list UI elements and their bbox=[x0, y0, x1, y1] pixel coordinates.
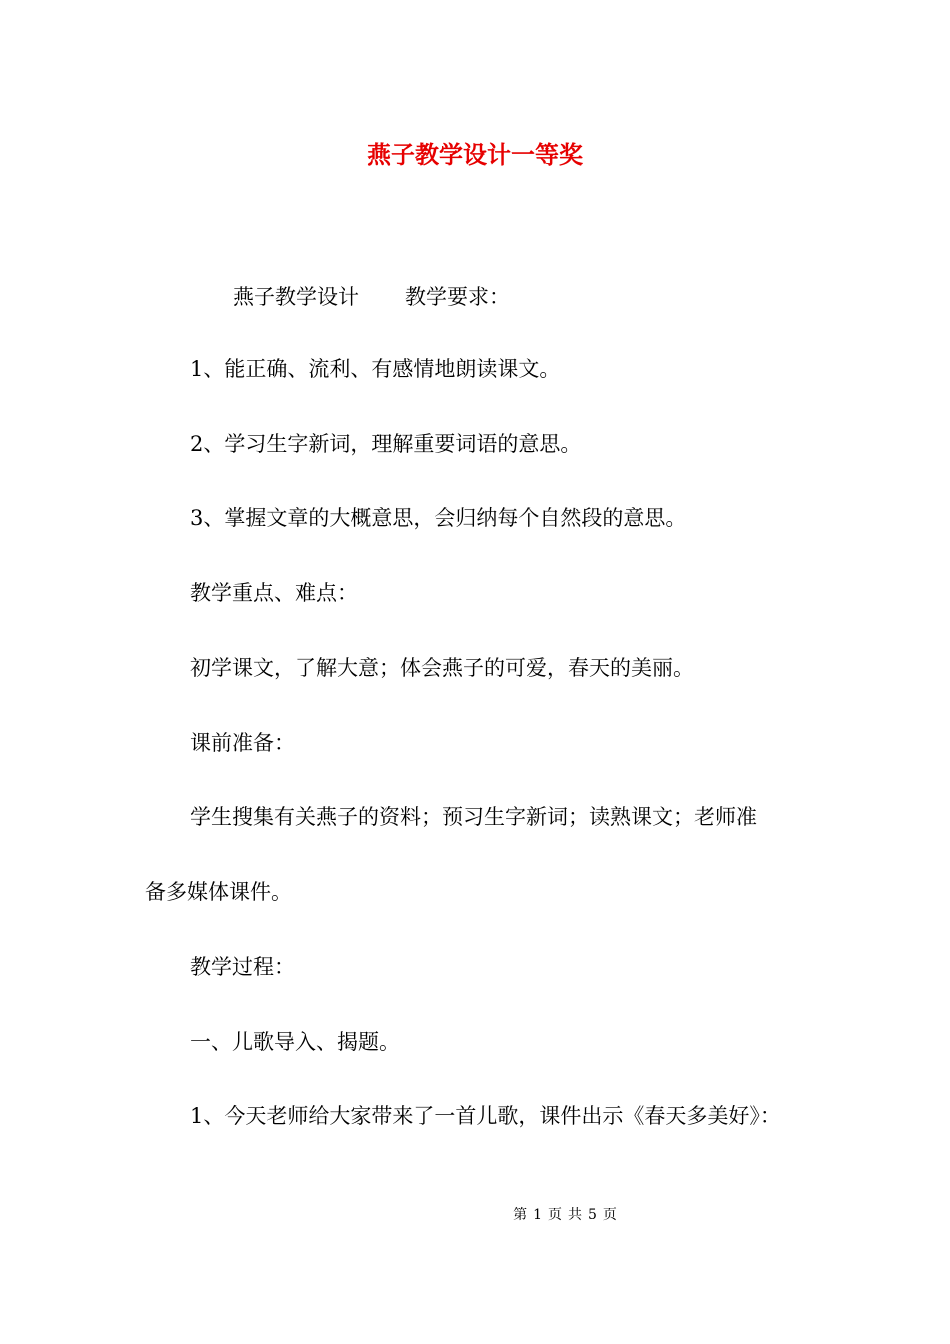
paragraph-requirement-2: 2、学习生字新词，理解重要词语的意思。 bbox=[190, 432, 582, 456]
footer-total-pages: 5 bbox=[588, 1207, 597, 1223]
paragraph-key-points-heading: 教学重点、难点： bbox=[190, 581, 358, 605]
paragraph-preparation-line-1: 学生搜集有关燕子的资料；预习生字新词；读熟课文；老师准 bbox=[190, 805, 757, 829]
paragraph-process-heading: 教学过程： bbox=[190, 955, 295, 979]
paragraph-step-1: 一、儿歌导入、揭题。 bbox=[190, 1030, 400, 1054]
heading-line-part2: 教学要求： bbox=[405, 285, 510, 309]
heading-line bbox=[233, 282, 510, 312]
paragraph-requirement-1: 1、能正确、流利、有感情地朗读课文。 bbox=[190, 357, 561, 381]
page-footer bbox=[0, 1205, 950, 1225]
paragraph-key-points: 初学课文，了解大意；体会燕子的可爱，春天的美丽。 bbox=[190, 656, 694, 680]
footer-page-label: 第 bbox=[513, 1207, 528, 1223]
heading-line-part1: 燕子教学设计 bbox=[233, 285, 359, 309]
footer-page-number: 1 bbox=[533, 1207, 542, 1223]
footer-total-unit: 页 bbox=[602, 1207, 617, 1223]
paragraph-step-1-1: 1、今天老师给大家带来了一首儿歌，课件出示《春天多美好》： bbox=[190, 1104, 781, 1128]
paragraph-preparation-heading: 课前准备： bbox=[190, 731, 295, 755]
document-title: 燕子教学设计一等奖 bbox=[367, 140, 583, 169]
footer-total-label: 共 bbox=[568, 1207, 582, 1223]
footer-page-unit: 页 bbox=[548, 1207, 562, 1223]
paragraph-requirement-3: 3、掌握文章的大概意思，会归纳每个自然段的意思。 bbox=[190, 506, 687, 530]
paragraph-preparation-line-2: 备多媒体课件。 bbox=[145, 880, 292, 904]
